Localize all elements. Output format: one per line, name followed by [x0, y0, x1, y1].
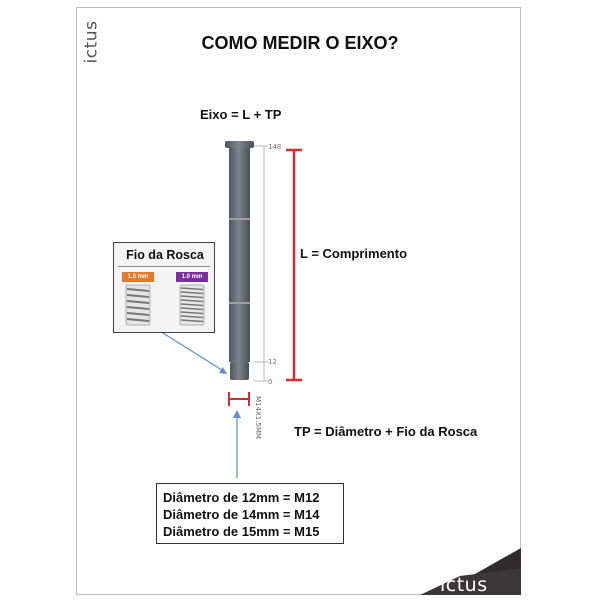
pitch-badge-1-5: 1.5 mm: [122, 272, 154, 282]
corner-brand-text: ictus: [440, 574, 488, 596]
length-label: L = Comprimento: [300, 246, 408, 261]
diameter-row-m15: Diâmetro de 15mm = M15: [163, 524, 320, 539]
diameter-row-m12: Diâmetro de 12mm = M12: [163, 490, 320, 505]
thread-spec-text: M14X1.5MM: [254, 396, 262, 439]
thread-pitch-box: [113, 242, 215, 333]
diameter-row-m14: Diâmetro de 14mm = M14: [163, 507, 320, 522]
pitch-badge-1-0: 1.0 mm: [176, 272, 208, 282]
diameter-marker: [229, 392, 249, 406]
side-logo-text: ictus: [81, 20, 101, 64]
coarse-thread-icon: [124, 284, 152, 326]
fine-thread-icon: [178, 284, 206, 326]
thread-box-title: Fio da Rosca: [126, 248, 204, 262]
corner-brand: [420, 548, 521, 595]
mark-148: 148: [268, 143, 282, 151]
axle-head: [225, 141, 254, 148]
axle-thread-tip: [230, 362, 249, 380]
length-bracket: [286, 150, 302, 380]
axle-formula: Eixo = L + TP: [200, 107, 282, 122]
tp-label: TP = Diâmetro + Fio da Rosca: [294, 424, 478, 439]
measure-guide: [254, 143, 281, 386]
mark-12: 12: [268, 358, 277, 366]
diameter-table: [156, 483, 344, 544]
mark-0: 0: [268, 378, 273, 386]
axle-segment-upper: [229, 148, 250, 218]
axle-segment-lower: [229, 304, 250, 362]
thread-box-divider: [118, 266, 210, 267]
page-title: COMO MEDIR O EIXO?: [201, 33, 399, 53]
axle: [225, 141, 254, 380]
axle-segment-middle: [229, 220, 250, 302]
